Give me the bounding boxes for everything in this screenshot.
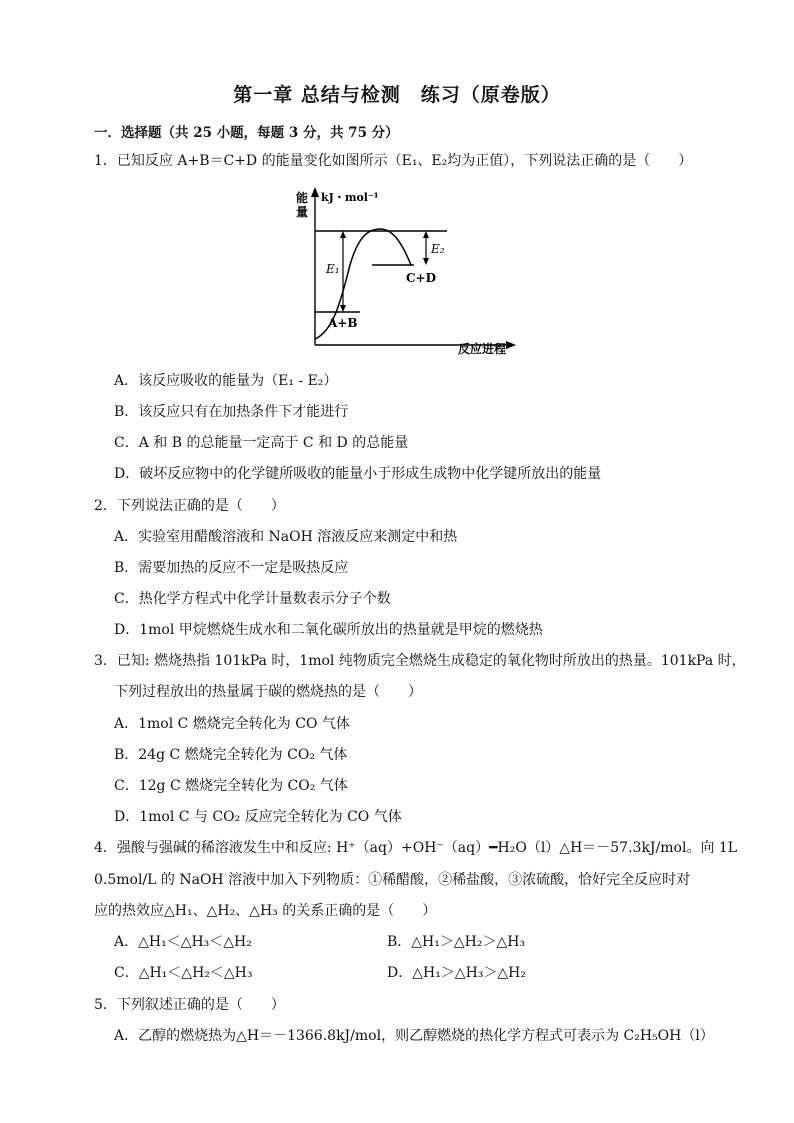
y-axis-arrow [311, 187, 319, 197]
question-2-option-b: B．需要加热的反应不一定是吸热反应 [114, 560, 349, 576]
question-2-option-a: A．实验室用醋酸溶液和 NaOH 溶液反应来测定中和热 [114, 529, 458, 545]
question-3-option-b: B．24g C 燃烧完全转化为 CO₂ 气体 [114, 747, 348, 763]
y-axis-label-2: 量 [296, 205, 309, 219]
x-axis-label: 反应进程 [458, 342, 507, 355]
section-heading: 一．选择题（共 25 小题，每题 3 分，共 75 分） [94, 125, 399, 141]
question-1-option-c: C．A 和 B 的总能量一定高于 C 和 D 的总能量 [114, 435, 409, 451]
question-1-option-a: A．该反应吸收的能量为（E₁ - E₂） [114, 373, 338, 389]
e1-label: E₁ [326, 262, 340, 276]
question-5-option-a: A．乙醇的燃烧热为△H＝－1366.8kJ/mol，则乙醇燃烧的热化学方程式可表示为 C₂H₅OH（l） [114, 1028, 714, 1044]
question-2-stem: 2．下列说法正确的是（ ） [94, 498, 285, 514]
reactants-label: A+B [328, 316, 358, 330]
question-3-option-d: D．1mol C 与 CO₂ 反应完全转化为 CO 气体 [114, 809, 402, 825]
question-4-option-a: A．△H₁＜△H₃＜△H₂ [114, 934, 252, 950]
question-1-stem: 1．已知反应 A+B＝C+D 的能量变化如图所示（E₁、E₂均为正值），下列说法正确的是（ ） [94, 153, 693, 169]
question-2-option-c: C．热化学方程式中化学计量数表示分子个数 [114, 591, 391, 607]
question-5-stem: 5．下列叙述正确的是（ ） [94, 997, 285, 1013]
y-axis-label-1: 能 [296, 191, 309, 205]
question-3-option-c: C．12g C 燃烧完全转化为 CO₂ 气体 [114, 778, 348, 794]
question-4-stem-line1: 4．强酸与强碱的稀溶液发生中和反应: H⁺（aq）+OH⁻（aq）━H₂O（l）△H＝－57.3kJ/mol。向 1L [94, 840, 738, 856]
question-3-option-a: A．1mol C 燃烧完全转化为 CO 气体 [114, 716, 350, 732]
question-4-stem-line2: 0.5mol/L 的 NaOH 溶液中加入下列物质：①稀醋酸，②稀盐酸，③浓硫酸，恰好完全反应时对 [94, 872, 691, 888]
question-4-option-d: D．△H₁＞△H₃＞△H₂ [387, 965, 526, 981]
question-3-stem-line1: 3．已知: 燃烧热指 101kPa 时，1mol 纯物质完全燃烧生成稳定的氧化物时所放出的热量。101kPa 时， [94, 653, 746, 669]
e2-label: E₂ [431, 242, 445, 256]
question-4-option-c: C．△H₁＜△H₂＜△H₃ [114, 965, 253, 981]
question-2-option-d: D．1mol 甲烷燃烧生成水和二氧化碳所放出的热量就是甲烷的燃烧热 [114, 622, 543, 638]
unit-label: kJ・mol⁻¹ [321, 191, 379, 204]
page-title: 第一章 总结与检测 练习（原卷版） [233, 84, 561, 106]
question-1-option-d: D．破坏反应物中的化学键所吸收的能量小于形成生成物中化学键所放出的能量 [114, 466, 602, 482]
question-4-stem-line3: 应的热效应△H₁、△H₂、△H₃ 的关系正确的是（ ） [94, 903, 437, 919]
energy-diagram [290, 185, 530, 355]
products-label: C+D [406, 271, 437, 285]
question-4-option-b: B．△H₁＞△H₂＞△H₃ [387, 934, 526, 950]
x-axis-arrow [506, 341, 516, 349]
question-3-stem-line2: 下列过程放出的热量属于碳的燃烧热的是（ ） [114, 684, 422, 700]
question-1-option-b: B．该反应只有在加热条件下才能进行 [114, 404, 349, 420]
